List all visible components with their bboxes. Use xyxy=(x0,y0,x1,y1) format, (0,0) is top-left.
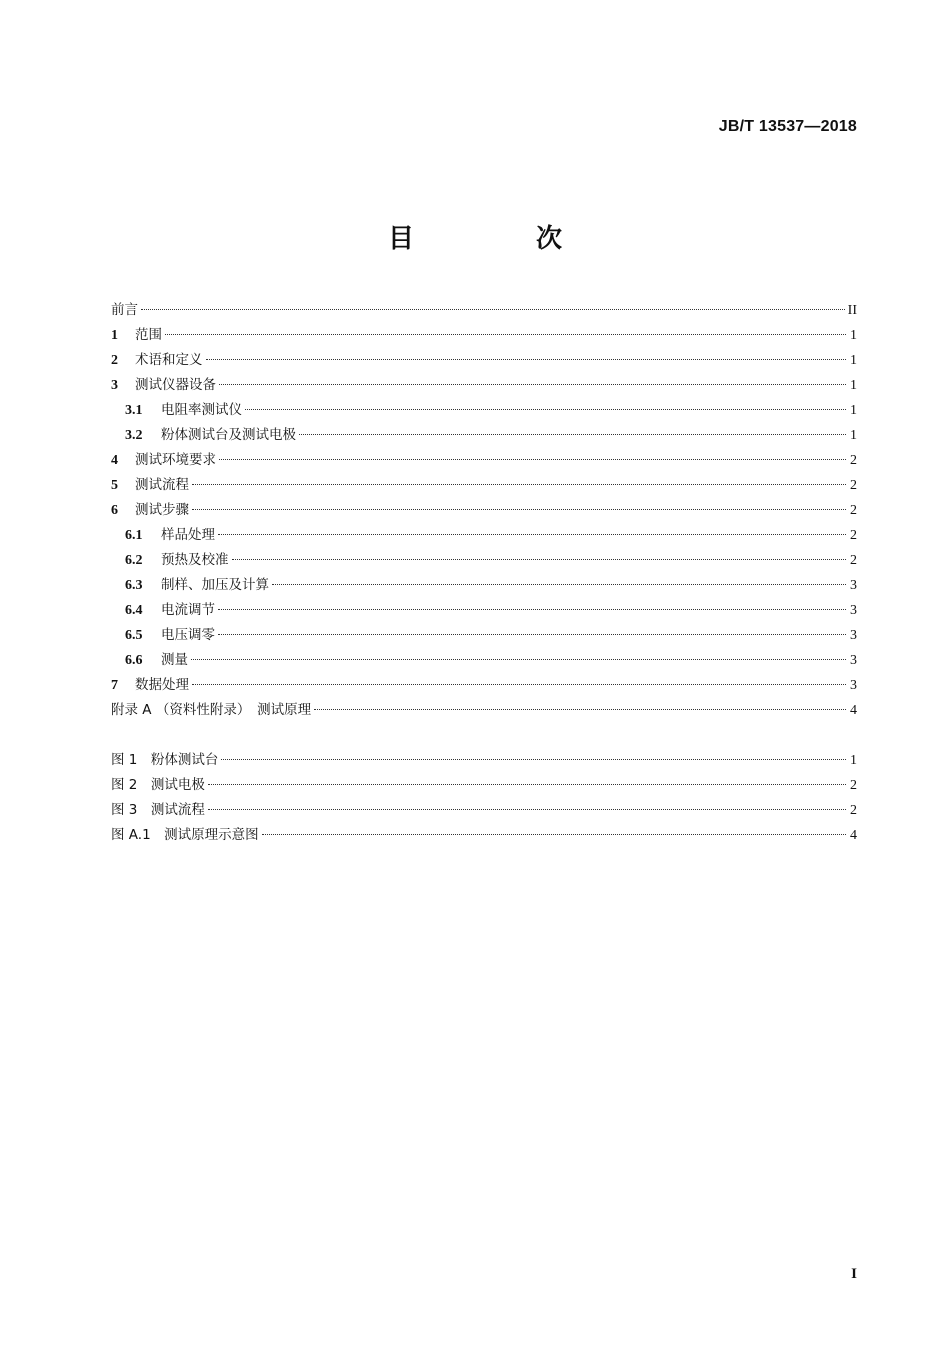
dot-leader xyxy=(232,559,847,560)
toc-entry-label: 预热及校准 xyxy=(161,552,229,568)
dot-leader xyxy=(219,459,846,460)
toc-entry-label: 附录 A （资料性附录） 测试原理 xyxy=(111,702,312,718)
toc-entry-page: 1 xyxy=(850,353,857,368)
figure-entry-label: 图 3 测试流程 xyxy=(111,802,205,818)
toc-entry-page: 3 xyxy=(850,653,857,668)
toc-entry-label: 数据处理 xyxy=(135,677,189,693)
toc-entry[interactable] xyxy=(111,323,857,348)
toc-entry[interactable] xyxy=(111,423,857,448)
dot-leader xyxy=(218,534,846,535)
dot-leader xyxy=(208,784,846,785)
toc-entry-number: 3.1 xyxy=(125,403,143,418)
toc-entry[interactable] xyxy=(111,648,857,673)
dot-leader xyxy=(192,484,846,485)
toc-entry-label: 制样、加压及计算 xyxy=(161,577,269,593)
toc-entry-number: 6 xyxy=(111,503,118,518)
toc-entry-label: 测试仪器设备 xyxy=(135,377,216,393)
toc-entry-number: 6.5 xyxy=(125,628,143,643)
figure-entry-page: 1 xyxy=(850,753,857,768)
toc-entry-number: 6.6 xyxy=(125,653,143,668)
toc-entry-label: 测量 xyxy=(161,652,188,668)
toc-entry[interactable] xyxy=(111,373,857,398)
toc-entry-number: 4 xyxy=(111,453,118,468)
toc-entry-label: 电压调零 xyxy=(161,627,215,643)
dot-leader xyxy=(218,609,846,610)
toc-entry-number: 3 xyxy=(111,378,118,393)
dot-leader xyxy=(165,334,846,335)
page-title: 目 次 xyxy=(387,224,610,254)
toc-entry[interactable] xyxy=(111,398,857,423)
toc-entry-page: 1 xyxy=(850,328,857,343)
toc-entry[interactable] xyxy=(111,348,857,373)
toc-entry[interactable] xyxy=(111,673,857,698)
toc-entry-appendix[interactable] xyxy=(111,698,857,723)
figure-entry-page: 2 xyxy=(850,778,857,793)
toc-entry[interactable] xyxy=(111,298,857,323)
figure-entry[interactable] xyxy=(111,798,857,823)
figure-entry[interactable] xyxy=(111,748,857,773)
toc-entry-label: 粉体测试台及测试电极 xyxy=(161,427,296,443)
table-of-contents xyxy=(111,298,857,723)
dot-leader xyxy=(208,809,846,810)
toc-entry-number: 7 xyxy=(111,678,118,693)
toc-entry-page: 3 xyxy=(850,578,857,593)
toc-entry-page: 1 xyxy=(850,403,857,418)
toc-entry[interactable] xyxy=(111,623,857,648)
toc-entry[interactable] xyxy=(111,523,857,548)
toc-entry-page: 3 xyxy=(850,678,857,693)
toc-entry-number: 2 xyxy=(111,353,118,368)
dot-leader xyxy=(192,684,846,685)
list-of-figures xyxy=(111,748,857,848)
toc-entry-page: II xyxy=(847,303,857,318)
dot-leader xyxy=(221,759,846,760)
toc-entry-page: 2 xyxy=(850,453,857,468)
dot-leader xyxy=(206,359,847,360)
toc-entry-page: 3 xyxy=(850,628,857,643)
toc-entry-page: 2 xyxy=(850,478,857,493)
dot-leader xyxy=(219,384,846,385)
toc-entry-page: 1 xyxy=(850,428,857,443)
toc-entry-number: 1 xyxy=(111,328,118,343)
toc-entry[interactable] xyxy=(111,573,857,598)
figure-entry[interactable] xyxy=(111,823,857,848)
figure-entry-page: 2 xyxy=(850,803,857,818)
figure-entry-page: 4 xyxy=(850,828,857,843)
standard-code: JB/T 13537—2018 xyxy=(718,118,857,135)
toc-entry[interactable] xyxy=(111,498,857,523)
toc-entry-number: 3.2 xyxy=(125,428,143,443)
toc-entry-label: 前言 xyxy=(111,302,138,318)
toc-entry[interactable] xyxy=(111,548,857,573)
toc-entry-page: 3 xyxy=(850,603,857,618)
toc-entry-label: 范围 xyxy=(135,327,162,343)
dot-leader xyxy=(314,709,846,710)
toc-entry[interactable] xyxy=(111,598,857,623)
dot-leader xyxy=(191,659,846,660)
figure-entry[interactable] xyxy=(111,773,857,798)
toc-entry-label: 测试环境要求 xyxy=(135,452,216,468)
figure-entry-label: 图 1 粉体测试台 xyxy=(111,752,219,768)
toc-entry[interactable] xyxy=(111,473,857,498)
toc-entry[interactable] xyxy=(111,448,857,473)
dot-leader xyxy=(192,509,846,510)
toc-entry-label: 电阻率测试仪 xyxy=(161,402,242,418)
dot-leader xyxy=(272,584,846,585)
dot-leader xyxy=(218,634,846,635)
toc-entry-label: 电流调节 xyxy=(161,602,215,618)
dot-leader xyxy=(141,309,845,310)
dot-leader xyxy=(299,434,846,435)
toc-entry-page: 2 xyxy=(850,528,857,543)
toc-entry-page: 1 xyxy=(850,378,857,393)
toc-entry-number: 6.4 xyxy=(125,603,143,618)
toc-entry-number: 6.3 xyxy=(125,578,143,593)
figure-entry-label: 图 A.1 测试原理示意图 xyxy=(111,827,259,843)
toc-entry-page: 2 xyxy=(850,503,857,518)
toc-entry-page: 4 xyxy=(850,703,857,718)
toc-entry-label: 术语和定义 xyxy=(135,352,203,368)
dot-leader xyxy=(262,834,846,835)
toc-entry-number: 6.1 xyxy=(125,528,143,543)
toc-entry-page: 2 xyxy=(850,553,857,568)
dot-leader xyxy=(245,409,846,410)
figure-entry-label: 图 2 测试电极 xyxy=(111,777,205,793)
toc-entry-label: 测试步骤 xyxy=(135,502,189,518)
toc-entry-number: 5 xyxy=(111,478,118,493)
toc-entry-label: 样品处理 xyxy=(161,527,215,543)
toc-entry-label: 测试流程 xyxy=(135,477,189,493)
page-number: I xyxy=(851,1266,857,1282)
toc-entry-number: 6.2 xyxy=(125,553,143,568)
